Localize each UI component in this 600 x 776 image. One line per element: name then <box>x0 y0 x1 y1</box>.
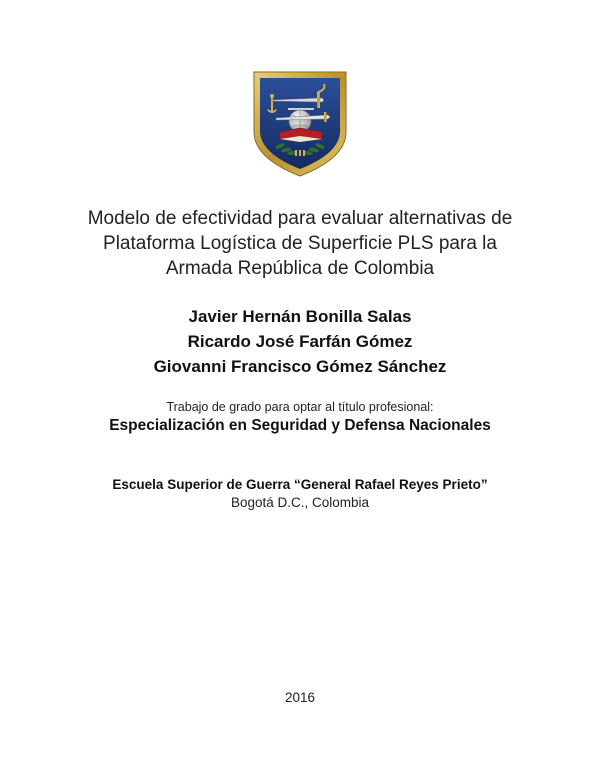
publication-year: 2016 <box>284 690 316 705</box>
title-line-1: Modelo de efectividad para evaluar alternativas de <box>87 208 513 229</box>
author-name: Ricardo José Farfán Gómez <box>187 332 413 351</box>
author-name: Giovanni Francisco Gómez Sánchez <box>153 357 447 376</box>
degree-note: Trabajo de grado para optar al título profesional: <box>166 400 434 414</box>
title-line-3: Armada República de Colombia <box>165 258 435 279</box>
school-name: Escuela Superior de Guerra “General Rafael Reyes Prieto” <box>112 477 488 492</box>
naval-school-crest-icon <box>252 70 348 178</box>
document-title <box>0 206 600 281</box>
author-name: Javier Hernán Bonilla Salas <box>188 307 412 326</box>
author-list <box>0 304 600 379</box>
title-line-2: Plataforma Logística de Superficie PLS para la <box>103 233 497 254</box>
degree-title: Especialización en Seguridad y Defensa Nacionales <box>109 417 491 434</box>
city-location: Bogotá D.C., Colombia <box>230 495 370 510</box>
